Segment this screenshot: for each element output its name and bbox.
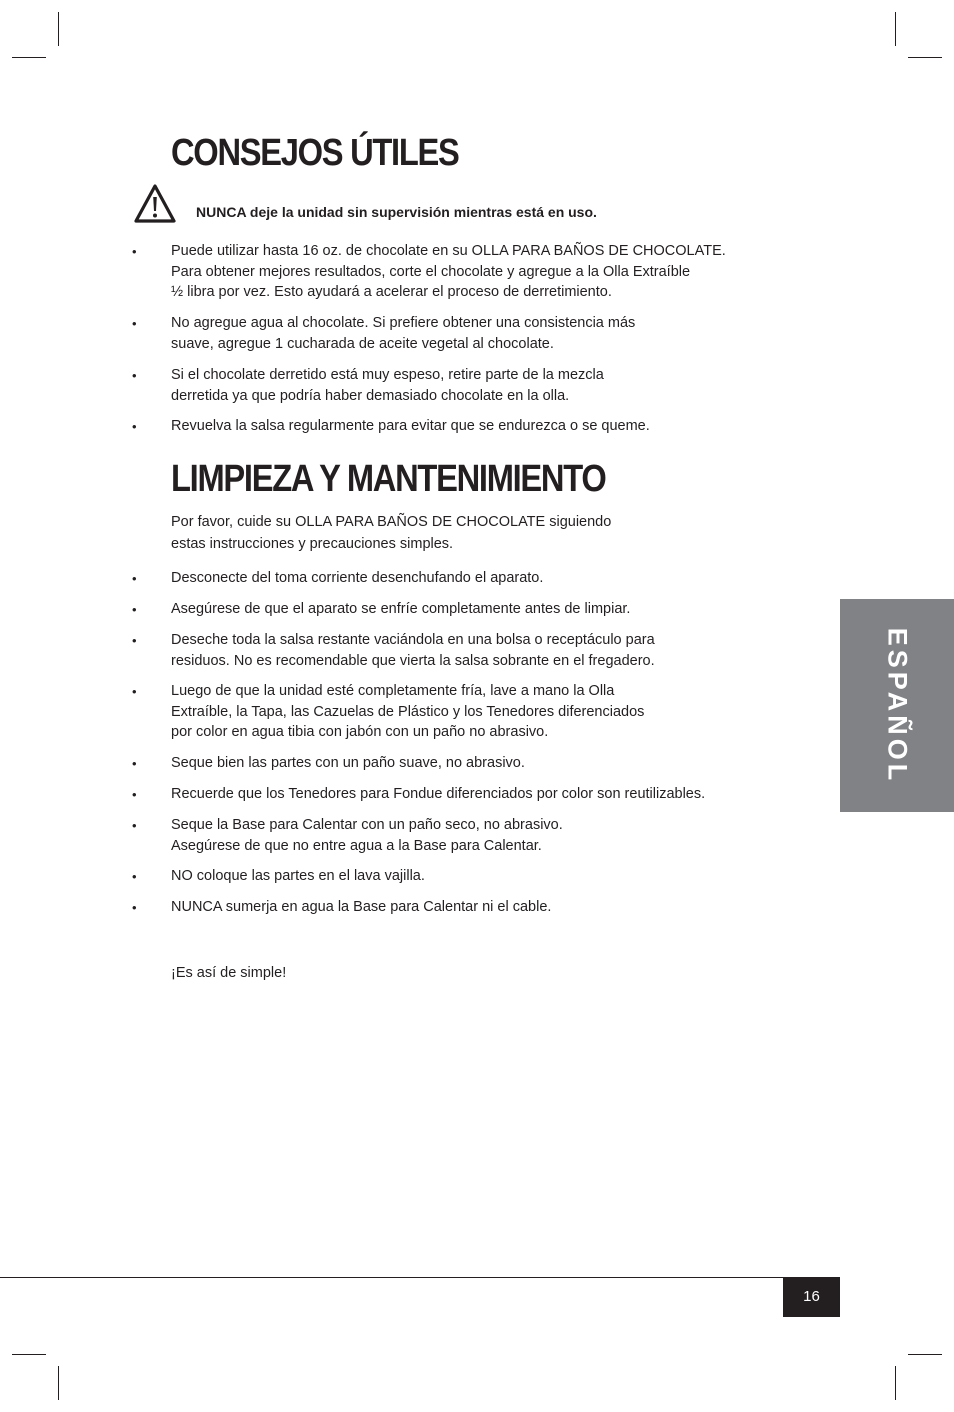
warning-triangle-icon xyxy=(133,183,177,225)
crop-mark xyxy=(12,1354,46,1355)
list-item-text: Desconecte del toma corriente desenchufando el aparato. xyxy=(171,570,544,586)
bullet-marker: • xyxy=(132,244,137,259)
bullet-marker: • xyxy=(132,368,137,383)
closing-text: ¡Es así de simple! xyxy=(171,965,287,981)
intro-paragraph: Por favor, cuide su OLLA PARA BAÑOS DE CHOCOLATE siguiendo estas instrucciones y precauciones simples. xyxy=(171,514,612,552)
bullet-marker: • xyxy=(132,633,137,648)
bullet-marker: • xyxy=(132,316,137,331)
bullet-marker: • xyxy=(132,602,137,617)
bullet-marker: • xyxy=(132,756,137,771)
list-item-text: Luego de que la unidad esté completamente fría, lave a mano la Olla Extraíble, la Tapa, las Cazuelas de Plástico y los Tenedores diferenciados por color en agua tibia con jabón con un paño no abrasivo. xyxy=(171,683,645,740)
footer-rule xyxy=(0,1277,784,1278)
bullet-marker: • xyxy=(132,869,137,884)
crop-mark xyxy=(12,57,46,58)
bullet-marker: • xyxy=(132,419,137,434)
crop-mark xyxy=(58,12,59,46)
bullet-marker: • xyxy=(132,787,137,802)
language-tab xyxy=(840,599,954,812)
crop-mark xyxy=(895,1366,896,1400)
section-title-consejos: CONSEJOS ÚTILES xyxy=(171,132,459,174)
warning-text: NUNCA deje la unidad sin supervisión mientras está en uso. xyxy=(196,204,597,220)
list-item-text: Si el chocolate derretido está muy espeso, retire parte de la mezcla derretida ya que podría haber demasiado chocolate en la olla. xyxy=(171,367,604,404)
list-item-text: No agregue agua al chocolate. Si prefiere obtener una consistencia más suave, agregue 1 cucharada de aceite vegetal al chocolate. xyxy=(171,315,636,352)
list-item-text: Seque la Base para Calentar con un paño seco, no abrasivo. Asegúrese de que no entre agua a la Base para Calentar. xyxy=(171,817,563,854)
bullet-marker: • xyxy=(132,684,137,699)
list-item-text: Recuerde que los Tenedores para Fondue diferenciados por color son reutilizables. xyxy=(171,786,706,802)
page-number: 16 xyxy=(783,1277,840,1317)
list-item-text: NUNCA sumerja en agua la Base para Calentar ni el cable. xyxy=(171,899,552,915)
list-item-text: NO coloque las partes en el lava vajilla. xyxy=(171,868,425,884)
language-tab-label: ESPAÑOL xyxy=(882,627,913,784)
crop-mark xyxy=(908,1354,942,1355)
list-item-text: Revuelva la salsa regularmente para evitar que se endurezca o se queme. xyxy=(171,418,650,434)
list-item-text: Deseche toda la salsa restante vaciándola en una bolsa o receptáculo para residuos. No es recomendable que vierta la salsa sobrante en el fregadero. xyxy=(171,632,655,669)
crop-mark xyxy=(58,1366,59,1400)
bullet-marker: • xyxy=(132,900,137,915)
crop-mark xyxy=(895,12,896,46)
bullet-marker: • xyxy=(132,818,137,833)
crop-mark xyxy=(908,57,942,58)
list-item-text: Puede utilizar hasta 16 oz. de chocolate en su OLLA PARA BAÑOS DE CHOCOLATE. Para obtener mejores resultados, corte el chocolate y agregue a la Olla Extraíble ½ libra por vez. Esto ayudará a acelerar el proceso de derretimiento. xyxy=(171,243,726,300)
list-item-text: Asegúrese de que el aparato se enfríe completamente antes de limpiar. xyxy=(171,601,631,617)
list-item-text: Seque bien las partes con un paño suave, no abrasivo. xyxy=(171,755,525,771)
bullet-marker: • xyxy=(132,571,137,586)
section-title-limpieza: LIMPIEZA Y MANTENIMIENTO xyxy=(171,458,606,500)
